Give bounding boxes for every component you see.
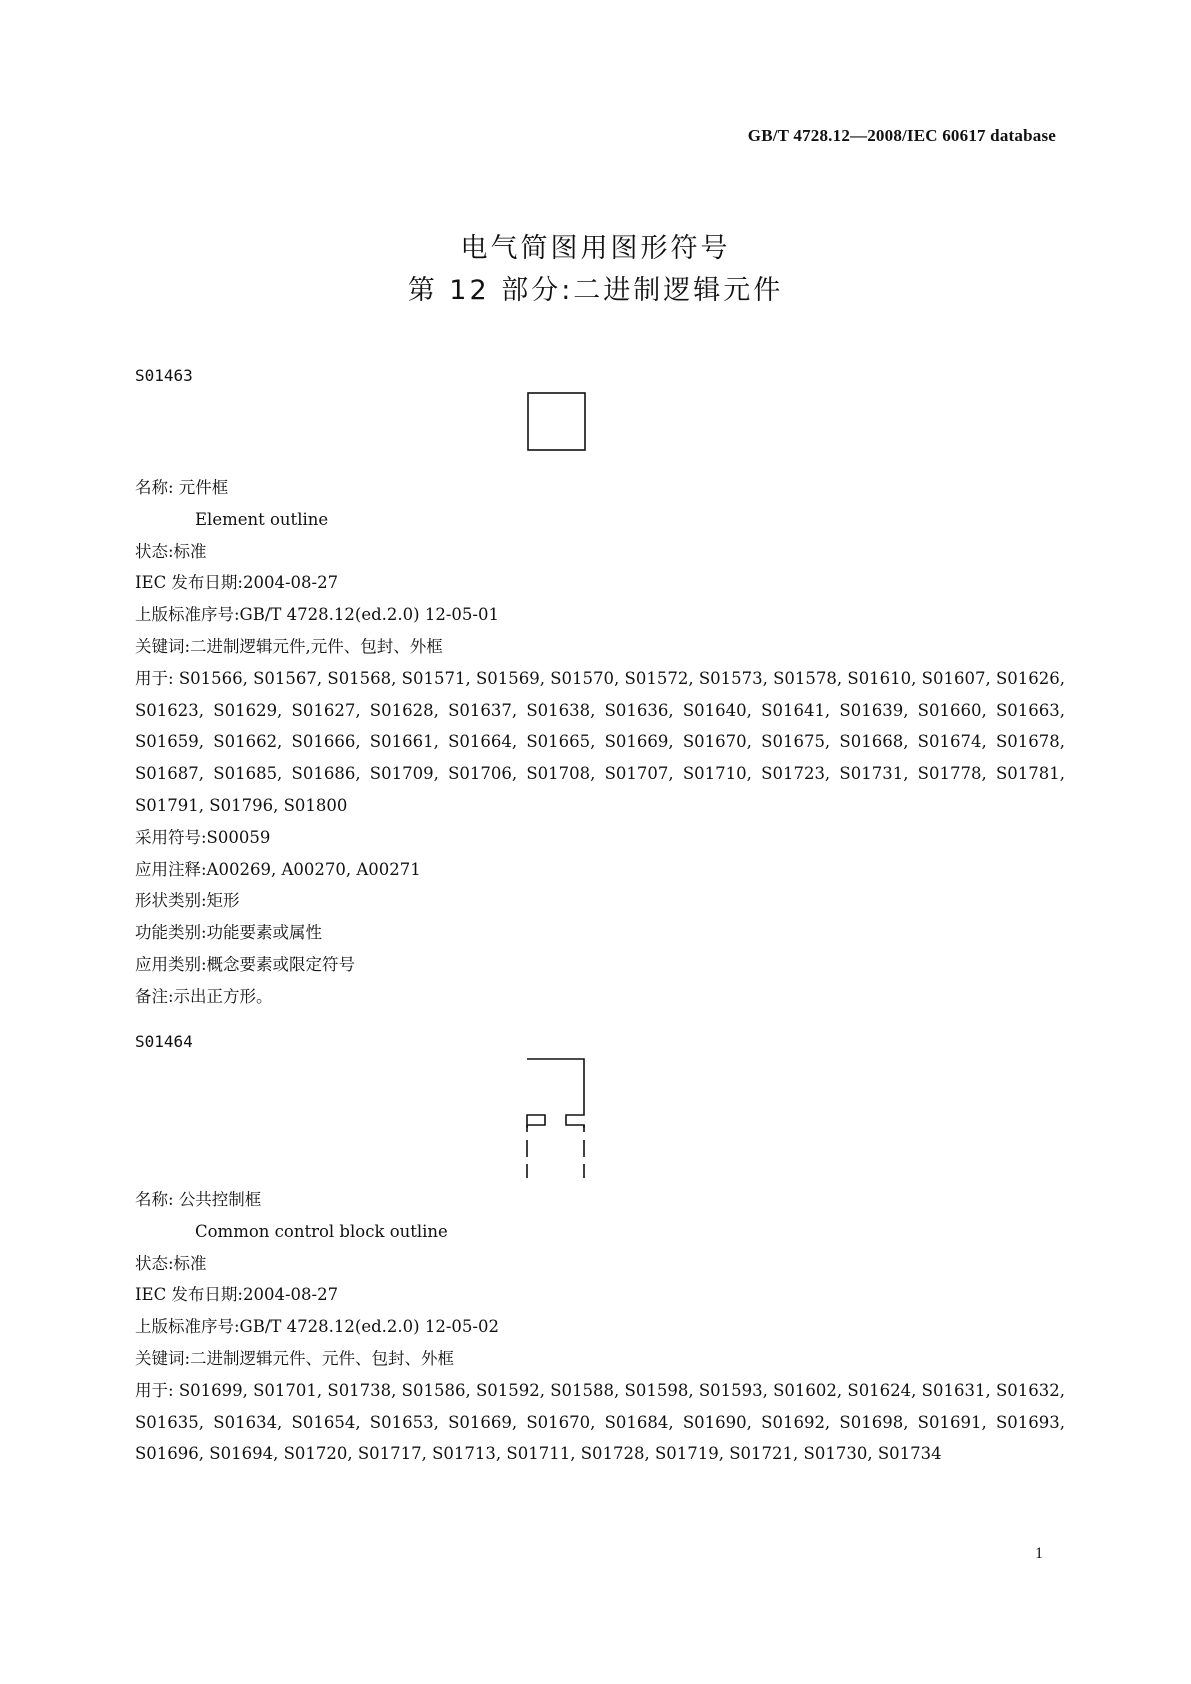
field-name-cn: 名称: 元件框 (135, 478, 229, 497)
title-line-1: 电气简图用图形符号 (460, 233, 731, 264)
symbol-figure (135, 1052, 1065, 1184)
entry-fields (135, 1184, 1065, 1470)
field-iec-date: IEC 发布日期:2004-08-27 (135, 1285, 339, 1305)
entry-id: S01464 (135, 1032, 193, 1051)
page-number: 1 (1035, 1545, 1043, 1562)
field-name-en: Common control block outline (195, 1221, 448, 1241)
symbol-entry-s01464 (135, 1032, 1065, 1470)
common-control-block-symbol-icon (526, 1058, 588, 1180)
field-remark: 备注:示出正方形。 (135, 986, 273, 1006)
field-application-notes: 应用注释:A00269, A00270, A00271 (135, 859, 421, 879)
field-application-class: 应用类别:概念要素或限定符号 (135, 954, 356, 974)
field-keywords: 关键词:二进制逻辑元件、元件、包封、外框 (135, 1348, 455, 1368)
symbol-figure (135, 386, 1065, 472)
standard-reference: GB/T 4728.12—2008/IEC 60617 database (747, 126, 1056, 145)
field-used-in: 用于: S01699, S01701, S01738, S01586, S01592, S01588, S01598, S01593, S01602, S01624, S01631, S01632, S01635, S01634, S01654, S01653, S01669, S01670, S01684, S01690, S01692, S01698, S01691, S01693, S01696, S01694, S01720, S01717, S01713, S01711, S01728, S01719, S01721, S01730, S01734 (135, 1380, 1065, 1464)
field-status: 状态:标准 (135, 1253, 207, 1273)
entry-fields (135, 472, 1065, 1013)
document-title (0, 228, 1191, 312)
title-line-2: 第 12 部分:二进制逻辑元件 (407, 275, 784, 306)
field-previous-standard: 上版标准序号:GB/T 4728.12(ed.2.0) 12-05-01 (135, 605, 499, 625)
field-iec-date: IEC 发布日期:2004-08-27 (135, 573, 339, 593)
entry-id: S01463 (135, 366, 193, 385)
field-function-class: 功能类别:功能要素或属性 (135, 923, 323, 943)
field-used-in: 用于: S01566, S01567, S01568, S01571, S01569, S01570, S01572, S01573, S01578, S01610, S01607, S01626, S01623, S01629, S01627, S01628, S01637, S01638, S01636, S01640, S01641, S01639, S01660, S01663, S01659, S01662, S01666, S01661, S01664, S01665, S01669, S01670, S01675, S01668, S01674, S01678, S01687, S01685, S01686, S01709, S01706, S01708, S01707, S01710, S01723, S01731, S01778, S01781, S01791, S01796, S01800 (135, 668, 1065, 815)
field-adopted-symbol: 采用符号:S00059 (135, 827, 271, 847)
field-name-cn: 名称: 公共控制框 (135, 1190, 262, 1209)
field-keywords: 关键词:二进制逻辑元件,元件、包封、外框 (135, 636, 443, 656)
symbol-entry-s01463 (135, 366, 1065, 1013)
field-name-en: Element outline (195, 509, 329, 529)
field-shape-class: 形状类别:矩形 (135, 891, 240, 911)
field-previous-standard: 上版标准序号:GB/T 4728.12(ed.2.0) 12-05-02 (135, 1317, 499, 1337)
field-status: 状态:标准 (135, 541, 207, 561)
element-outline-symbol-icon (527, 392, 587, 452)
